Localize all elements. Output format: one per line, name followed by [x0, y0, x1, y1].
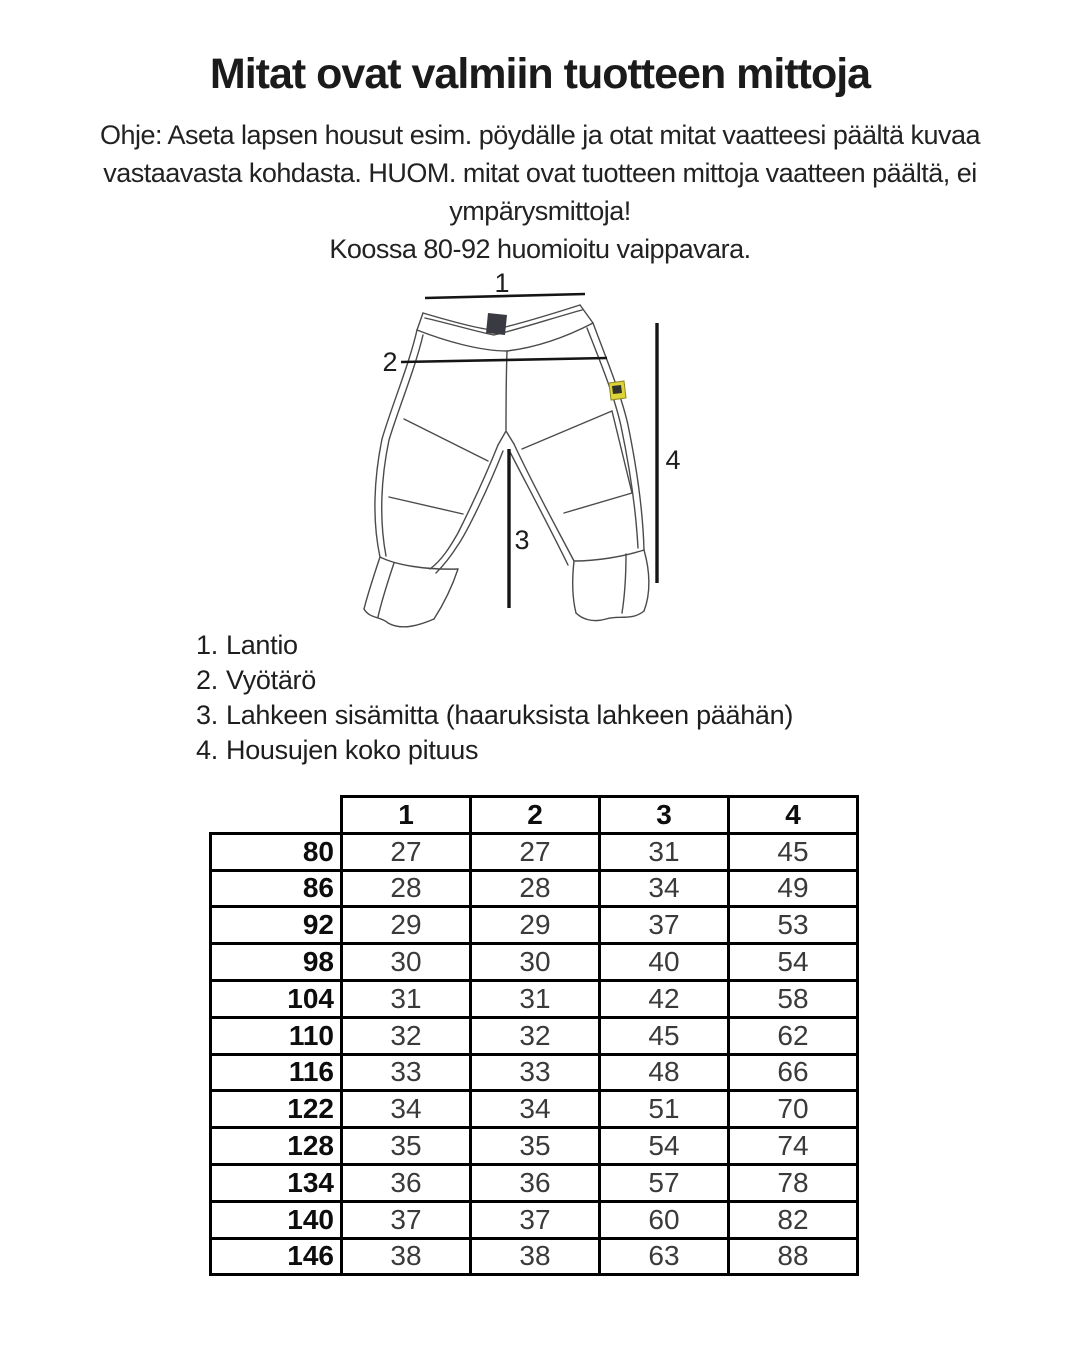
value-cell: 57: [600, 1164, 729, 1201]
table-row: [211, 1017, 858, 1054]
size-cell: 86: [211, 870, 342, 907]
list-item-label: Lahkeen sisämitta (haaruksista lahkeen päähän): [226, 700, 794, 730]
value-cell: 27: [342, 833, 471, 870]
size-cell: 98: [211, 944, 342, 981]
value-cell: 32: [471, 1017, 600, 1054]
value-cell: 58: [729, 980, 858, 1017]
table-row: [211, 1238, 858, 1275]
list-item-number: 1.: [196, 630, 218, 660]
waistband-tag: [486, 313, 507, 335]
list-item: [196, 698, 793, 733]
value-cell: 74: [729, 1128, 858, 1165]
column-header: 3: [600, 797, 729, 834]
value-cell: 51: [600, 1091, 729, 1128]
size-table: [209, 795, 859, 1276]
table-row: [211, 833, 858, 870]
list-item: [196, 733, 793, 768]
column-header: 4: [729, 797, 858, 834]
value-cell: 45: [729, 833, 858, 870]
diaper-allowance-note: Koossa 80-92 huomioitu vaippavara.: [329, 234, 751, 264]
size-cell: 140: [211, 1201, 342, 1238]
instructions-text: [10, 116, 1070, 268]
value-cell: 38: [342, 1238, 471, 1275]
list-item: [196, 628, 793, 663]
size-table-head: [211, 797, 858, 834]
value-cell: 70: [729, 1091, 858, 1128]
marker-label-hips: 1: [494, 273, 510, 298]
list-item-label: Vyötärö: [226, 665, 316, 695]
value-cell: 60: [600, 1201, 729, 1238]
value-cell: 40: [600, 944, 729, 981]
measurement-list: [196, 628, 793, 768]
marker-label-inseam: 3: [514, 525, 530, 555]
size-cell: 122: [211, 1091, 342, 1128]
value-cell: 27: [471, 833, 600, 870]
value-cell: 48: [600, 1054, 729, 1091]
value-cell: 38: [471, 1238, 600, 1275]
value-cell: 62: [729, 1017, 858, 1054]
size-cell: 80: [211, 833, 342, 870]
instructions-line-1: Ohje: Aseta lapsen housut esim. pöydälle ja otat mitat vaatteesi päältä kuvaa: [99, 120, 981, 150]
value-cell: 36: [342, 1164, 471, 1201]
column-header: 2: [471, 797, 600, 834]
value-cell: 36: [471, 1164, 600, 1201]
value-cell: 35: [471, 1128, 600, 1165]
list-item-number: 2.: [196, 665, 218, 695]
value-cell: 34: [600, 870, 729, 907]
page-title: Mitat ovat valmiin tuotteen mittoja: [209, 50, 871, 98]
value-cell: 29: [471, 907, 600, 944]
size-cell: 116: [211, 1054, 342, 1091]
list-item-label: Lantio: [226, 630, 298, 660]
table-row: [211, 1091, 858, 1128]
value-cell: 28: [471, 870, 600, 907]
value-cell: 28: [342, 870, 471, 907]
instructions-line-2: vastaavasta kohdasta. HUOM. mitat ovat tuotteen mittoja vaatteen päältä, ei: [103, 158, 977, 188]
value-cell: 45: [600, 1017, 729, 1054]
value-cell: 37: [600, 907, 729, 944]
value-cell: 34: [471, 1091, 600, 1128]
pants-outline: [364, 305, 649, 627]
value-cell: 54: [729, 944, 858, 981]
list-item-number: 4.: [196, 735, 218, 765]
value-cell: 31: [471, 980, 600, 1017]
value-cell: 42: [600, 980, 729, 1017]
instructions-line-3: ympärysmittoja!: [449, 196, 631, 226]
table-row: [211, 870, 858, 907]
column-header: 1: [342, 797, 471, 834]
value-cell: 54: [600, 1128, 729, 1165]
value-cell: 78: [729, 1164, 858, 1201]
value-cell: 88: [729, 1238, 858, 1275]
header-row: [211, 797, 858, 834]
size-cell: 110: [211, 1017, 342, 1054]
size-cell: 92: [211, 907, 342, 944]
size-table-body: [211, 833, 858, 1275]
table-row: [211, 1128, 858, 1165]
table-row: [211, 907, 858, 944]
pants-line-drawing: [330, 273, 730, 653]
size-cell: 104: [211, 980, 342, 1017]
value-cell: 31: [342, 980, 471, 1017]
value-cell: 33: [471, 1054, 600, 1091]
pants-measurement-diagram: [330, 273, 730, 653]
value-cell: 33: [342, 1054, 471, 1091]
size-cell: 146: [211, 1238, 342, 1275]
value-cell: 53: [729, 907, 858, 944]
value-cell: 37: [342, 1201, 471, 1238]
measure-line-waist: [401, 358, 607, 362]
table-row: [211, 1164, 858, 1201]
value-cell: 35: [342, 1128, 471, 1165]
value-cell: 66: [729, 1054, 858, 1091]
value-cell: 29: [342, 907, 471, 944]
value-cell: 82: [729, 1201, 858, 1238]
table-row: [211, 980, 858, 1017]
value-cell: 31: [600, 833, 729, 870]
value-cell: 34: [342, 1091, 471, 1128]
table-row: [211, 1054, 858, 1091]
list-item: [196, 663, 793, 698]
value-cell: 49: [729, 870, 858, 907]
list-item-number: 3.: [196, 700, 218, 730]
size-cell: 128: [211, 1128, 342, 1165]
table-row: [211, 1201, 858, 1238]
value-cell: 30: [342, 944, 471, 981]
value-cell: 30: [471, 944, 600, 981]
marker-label-full-length: 4: [665, 445, 681, 475]
value-cell: 37: [471, 1201, 600, 1238]
corner-cell: [211, 797, 342, 834]
list-item-label: Housujen koko pituus: [226, 735, 479, 765]
size-cell: 134: [211, 1164, 342, 1201]
value-cell: 63: [600, 1238, 729, 1275]
side-label-tag: [609, 381, 626, 400]
value-cell: 32: [342, 1017, 471, 1054]
table-row: [211, 944, 858, 981]
marker-label-waist: 2: [382, 347, 398, 377]
